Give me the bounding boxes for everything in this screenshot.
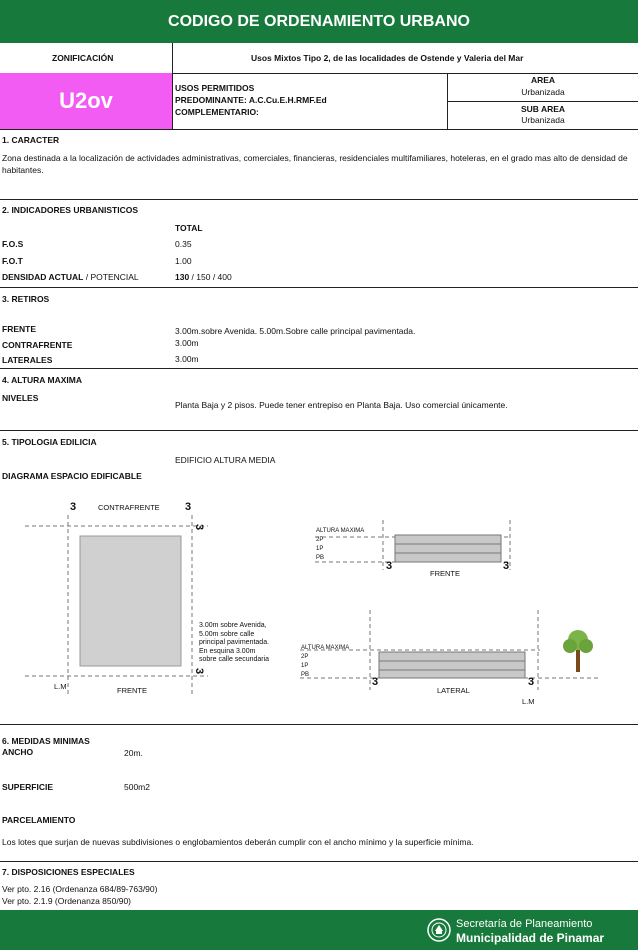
densidad-label: DENSIDAD ACTUAL / POTENCIAL	[2, 272, 139, 282]
front-view-label: FRENTE	[430, 569, 460, 578]
laterales-value: 3.00m	[175, 354, 199, 364]
fot-label: F.O.T	[2, 256, 23, 266]
contrafrente-value: 3.00m	[175, 338, 199, 348]
usos-predominante: PREDOMINANTE: A.C.Cu.E.H.RMF.Ed	[175, 95, 327, 105]
laterales-label: LATERALES	[2, 355, 53, 365]
diagrama-label: DIAGRAMA ESPACIO EDIFICABLE	[2, 471, 142, 481]
fos-label: F.O.S	[2, 239, 24, 249]
zone-code: U2ov	[0, 73, 172, 129]
usos-title: USOS PERMITIDOS	[175, 83, 255, 93]
footer-secretaria: Secretaría de Planeamiento	[456, 918, 593, 930]
parcelamiento-text: Los lotes que surjan de nuevas subdivisiones o englobamientos deberán cumplir con el ancho mínimo y la superficie mínima.	[2, 837, 474, 847]
diagram-frente-label: FRENTE	[117, 686, 147, 695]
front-pb: PB	[316, 555, 325, 561]
area-value: Urbanizada	[521, 87, 565, 97]
tree-icon	[563, 630, 593, 672]
front-1p: 1P	[316, 546, 324, 552]
superficie-value: 500m2	[124, 782, 150, 792]
front-2p: 2P	[316, 537, 324, 543]
densidad-value: 130 / 150 / 400	[175, 272, 232, 282]
front-altura-maxima: ALTURA MAXIMA	[316, 528, 365, 534]
diagram-retiro-3-a: 3	[70, 501, 77, 513]
altura-title: 4. ALTURA MAXIMA	[2, 375, 82, 385]
parcelamiento-title: PARCELAMIENTO	[2, 815, 76, 825]
medidas-title: 6. MEDIDAS MINIMAS	[2, 736, 90, 746]
usos-complementario: COMPLEMENTARIO:	[175, 107, 259, 117]
frente-value: 3.00m.sobre Avenida. 5.00m.Sobre calle principal pavimentada.	[175, 326, 416, 336]
lateral-retiro-3-a: 3	[372, 676, 379, 688]
disposiciones-line-2: Ver pto. 2.1.9 (Ordenanza 850/90)	[2, 896, 132, 906]
lateral-elevation-volume	[379, 652, 525, 678]
document-title: CODIGO DE ORDENAMIENTO URBANO	[0, 0, 638, 43]
front-retiro-3-a: 3	[386, 560, 393, 572]
lateral-altura-maxima: ALTURA MAXIMA	[301, 645, 350, 651]
ancho-label: ANCHO	[2, 747, 34, 757]
niveles-label: NIVELES	[2, 393, 39, 403]
lateral-1p: 1P	[301, 663, 309, 669]
diagram-contrafrente-label: CONTRAFRENTE	[98, 503, 160, 512]
lateral-lm-label: L.M	[522, 697, 535, 706]
tipologia-title: 5. TIPOLOGIA EDILICIA	[2, 437, 97, 447]
front-elevation-volume	[395, 535, 501, 562]
diagram-retiro-3-d: 3	[193, 667, 206, 675]
caracter-title: 1. CARACTER	[2, 135, 60, 145]
front-retiro-3-b: 3	[503, 560, 510, 572]
sub-area-value: Urbanizada	[521, 115, 565, 125]
buildable-space-diagram	[0, 490, 638, 720]
retiros-title: 3. RETIROS	[2, 294, 50, 304]
area-label: AREA	[530, 75, 556, 85]
disposiciones-title: 7. DISPOSICIONES ESPECIALES	[2, 867, 135, 877]
lateral-view-label: LATERAL	[437, 686, 470, 695]
niveles-value: Planta Baja y 2 pisos. Puede tener entrepiso en Planta Baja. Uso comercial únicamente.	[175, 400, 508, 410]
zonificacion-label: ZONIFICACIÓN	[52, 53, 114, 63]
diagram-note: 3.00m sobre Avenida, 5.00m sobre calle principal pavimentada. En esquina 3.00m sobre calle secundaria	[199, 622, 270, 663]
caracter-text: Zona destinada a la localización de actividades administrativas, comerciales, financieras, residenciales multifamiliares, hoteleras, en el grado mas alto de densidad de habitantes.	[2, 153, 628, 175]
footer	[0, 910, 638, 950]
municipal-seal-icon	[427, 918, 451, 942]
contrafrente-label: CONTRAFRENTE	[2, 340, 73, 350]
ancho-value: 20m.	[124, 748, 143, 758]
buildable-area	[80, 536, 181, 666]
lateral-retiro-3-b: 3	[528, 676, 535, 688]
tipologia-value: EDIFICIO ALTURA MEDIA	[175, 455, 276, 465]
sub-area-label: SUB AREA	[520, 104, 566, 114]
disposiciones-line-1: Ver pto. 2.16 (Ordenanza 684/89-763/90)	[2, 884, 158, 894]
fot-value: 1.00	[175, 256, 192, 266]
total-label: TOTAL	[175, 223, 203, 233]
fos-value: 0.35	[175, 239, 192, 249]
lateral-2p: 2P	[301, 654, 309, 660]
footer-municipalidad: Municipalidad de Pinamar	[456, 931, 605, 945]
lateral-pb: PB	[301, 672, 310, 678]
frente-label: FRENTE	[2, 324, 36, 334]
zonificacion-value: Usos Mixtos Tipo 2, de las localidades de Ostende y Valeria del Mar	[251, 53, 524, 63]
diagram-retiro-3-b: 3	[185, 501, 192, 513]
diagram-lm-label: L.M	[54, 682, 67, 691]
diagram-retiro-3-c: 3	[193, 523, 206, 531]
superficie-label: SUPERFICIE	[2, 782, 54, 792]
indicadores-title: 2. INDICADORES URBANISTICOS	[2, 205, 139, 215]
